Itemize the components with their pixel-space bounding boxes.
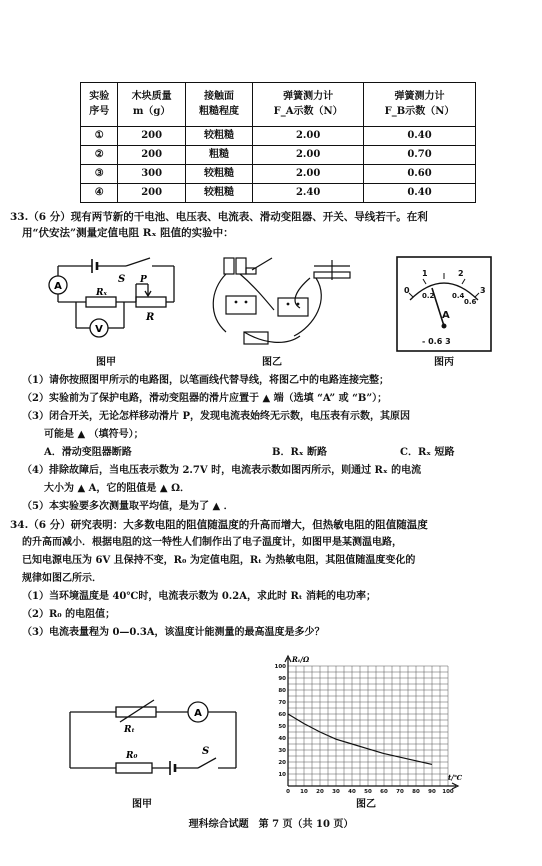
table-header: 实验 序号 xyxy=(81,83,118,127)
q33-fig-caption-yi: 图乙 xyxy=(262,357,282,368)
x-tick-label: 0 xyxy=(286,789,290,795)
q33-header-line2: 用“伏安法”测量定值电阻 Rₓ 阻值的实验中： xyxy=(22,227,234,239)
ammeter-unit: A xyxy=(442,310,450,321)
x-tick-label: 10 xyxy=(300,789,308,795)
q34-item-1: （1）当环境温度是 40℃时，电流表示数为 0.2A，求此时 Rₜ 消耗的电功率； xyxy=(22,591,376,602)
q33-option-c: C．Rₓ 短路 xyxy=(400,447,455,458)
table-header: 弹簧测力计 F_A示数（N） xyxy=(253,83,364,127)
table-cell: 200 xyxy=(118,184,185,203)
table-cell: 2.00 xyxy=(253,146,364,165)
table-cell: 0.70 xyxy=(364,146,476,165)
q34-circuit-diagram-jia xyxy=(60,686,250,790)
q33-wiring-sketch-yi xyxy=(204,250,354,354)
rheostat-label: R xyxy=(146,312,155,323)
q34-line-4: 规律如图乙所示． xyxy=(22,573,102,584)
table-cell: 2.40 xyxy=(253,184,364,203)
rt-label: Rₜ xyxy=(124,725,135,735)
slider-label: P xyxy=(140,275,147,285)
data-table xyxy=(80,82,476,203)
table-cell: 200 xyxy=(118,127,185,146)
table-cell: ④ xyxy=(81,184,118,203)
x-tick-label: 90 xyxy=(428,789,436,795)
q33-item-4-cont: 大小为 ▲ A，它的阻值是 ▲ Ω． xyxy=(44,483,190,494)
q34-ammeter-symbol: A xyxy=(194,708,202,719)
q33-header-line1: 33.（6 分）现有两节新的干电池、电压表、电流表、滑动变阻器、开关、导线若干。在利 xyxy=(10,211,428,223)
q34-line-2: 的升高而减小．根据电阻的这一特性人们制作出了电子温度计，如图甲是某测温电路， xyxy=(22,537,402,548)
y-tick-label: 80 xyxy=(278,688,286,694)
table-cell: 较粗糙 xyxy=(185,127,252,146)
x-tick-label: 50 xyxy=(364,789,372,795)
table-cell: 0.60 xyxy=(364,165,476,184)
q34-fig-caption-jia: 图甲 xyxy=(132,799,152,810)
switch-label: S xyxy=(118,274,126,285)
table-header: 木块质量 m（g） xyxy=(118,83,185,127)
q34-line-1: 34.（6 分）研究表明：大多数电阻的阻值随温度的升高而增大，但热敏电阻的阻值随温度 xyxy=(10,519,428,531)
q33-item-2: （2）实验前为了保护电路，滑动变阻器的滑片应置于 ▲ 端（选填 “A” 或 “B”）； xyxy=(22,393,388,404)
graph-xlabel: t/℃ xyxy=(448,773,463,782)
y-tick-label: 40 xyxy=(278,736,286,742)
q33-item-3: （3）闭合开关，无论怎样移动滑片 P，发现电流表始终无示数，电压表有示数，其原因 xyxy=(22,411,410,422)
y-tick-label: 60 xyxy=(278,712,286,718)
q33-option-b: B．Rₓ 断路 xyxy=(272,447,327,458)
dial-tick-3: 3 xyxy=(480,286,486,295)
dial-tick-0: 0 xyxy=(404,286,410,295)
table-cell: ③ xyxy=(81,165,118,184)
q34-rt-temperature-graph xyxy=(272,652,468,800)
q33-circuit-diagram-jia xyxy=(44,254,184,346)
ammeter-symbol: A xyxy=(54,281,62,292)
table-header: 弹簧测力计 F_B示数（N） xyxy=(364,83,476,127)
x-tick-label: 40 xyxy=(348,789,356,795)
q33-item-5: （5）本实验要多次测量取平均值，是为了 ▲ ． xyxy=(22,501,234,512)
table-header: 接触面 粗糙程度 xyxy=(185,83,252,127)
r0-label: R₀ xyxy=(126,751,138,761)
q34-item-3: （3）电流表量程为 0—0.3A，该温度计能测量的最高温度是多少？ xyxy=(22,627,325,638)
x-tick-label: 30 xyxy=(332,789,340,795)
q34-switch-label: S xyxy=(202,746,210,757)
q33-ammeter-dial-bing xyxy=(396,256,492,352)
table-cell: 200 xyxy=(118,146,185,165)
y-tick-label: 100 xyxy=(274,664,286,670)
page-footer: 理科综合试题 第 7 页（共 10 页） xyxy=(188,819,354,830)
q33-item-3-cont: 可能是 ▲ （填符号）； xyxy=(44,429,144,440)
table-row xyxy=(81,184,476,203)
y-tick-label: 20 xyxy=(278,760,286,766)
dial-tick-2: 2 xyxy=(458,269,464,278)
q33-fig-caption-bing: 图丙 xyxy=(434,357,454,368)
rx-label: Rₓ xyxy=(96,288,107,298)
table-cell: 300 xyxy=(118,165,185,184)
dial-tick-0-6: 0.6 xyxy=(464,298,477,306)
x-tick-label: 70 xyxy=(396,789,404,795)
table-cell: ② xyxy=(81,146,118,165)
x-tick-label: 20 xyxy=(316,789,324,795)
q33-item-4: （4）排除故障后，当电压表示数为 2.7V 时，电流表示数如图丙所示，则通过 Rₓ 的电流 xyxy=(22,465,422,476)
q34-fig-caption-yi: 图乙 xyxy=(356,799,376,810)
x-tick-label: 60 xyxy=(380,789,388,795)
y-tick-label: 70 xyxy=(278,700,286,706)
q33-fig-caption-jia: 图甲 xyxy=(96,357,116,368)
y-tick-label: 30 xyxy=(278,748,286,754)
dial-tick-0-4: 0.4 xyxy=(452,292,465,300)
q33-item-1: （1）请你按照图甲所示的电路图，以笔画线代替导线，将图乙中的电路连接完整； xyxy=(22,375,389,386)
x-tick-label: 80 xyxy=(412,789,420,795)
dial-tick-1: 1 xyxy=(422,269,428,278)
q34-line-3: 已知电源电压为 6V 且保持不变，R₀ 为定值电阻，Rₜ 为热敏电阻，其阻值随温度变化的 xyxy=(22,555,416,566)
dial-tick-0-2: 0.2 xyxy=(422,292,435,300)
graph-ylabel: Rₜ/Ω xyxy=(292,655,310,664)
table-cell: 0.40 xyxy=(364,127,476,146)
table-cell: 粗糙 xyxy=(185,146,252,165)
table-cell: ① xyxy=(81,127,118,146)
x-tick-label: 100 xyxy=(442,789,454,795)
table-row xyxy=(81,146,476,165)
y-tick-label: 50 xyxy=(278,724,286,730)
table-cell: 0.40 xyxy=(364,184,476,203)
voltmeter-symbol: V xyxy=(95,324,103,335)
dial-terminals: - 0.6 3 xyxy=(422,337,451,346)
q33-option-a: A．滑动变阻器断路 xyxy=(44,447,132,458)
y-tick-label: 90 xyxy=(278,676,286,682)
q34-item-2: （2）R₀ 的电阻值； xyxy=(22,609,116,620)
table-cell: 2.00 xyxy=(253,165,364,184)
table-cell: 2.00 xyxy=(253,127,364,146)
table-cell: 较粗糙 xyxy=(185,165,252,184)
y-tick-label: 10 xyxy=(278,772,286,778)
table-header-row xyxy=(81,83,476,127)
table-cell: 较粗糙 xyxy=(185,184,252,203)
table-row xyxy=(81,165,476,184)
table-row xyxy=(81,127,476,146)
